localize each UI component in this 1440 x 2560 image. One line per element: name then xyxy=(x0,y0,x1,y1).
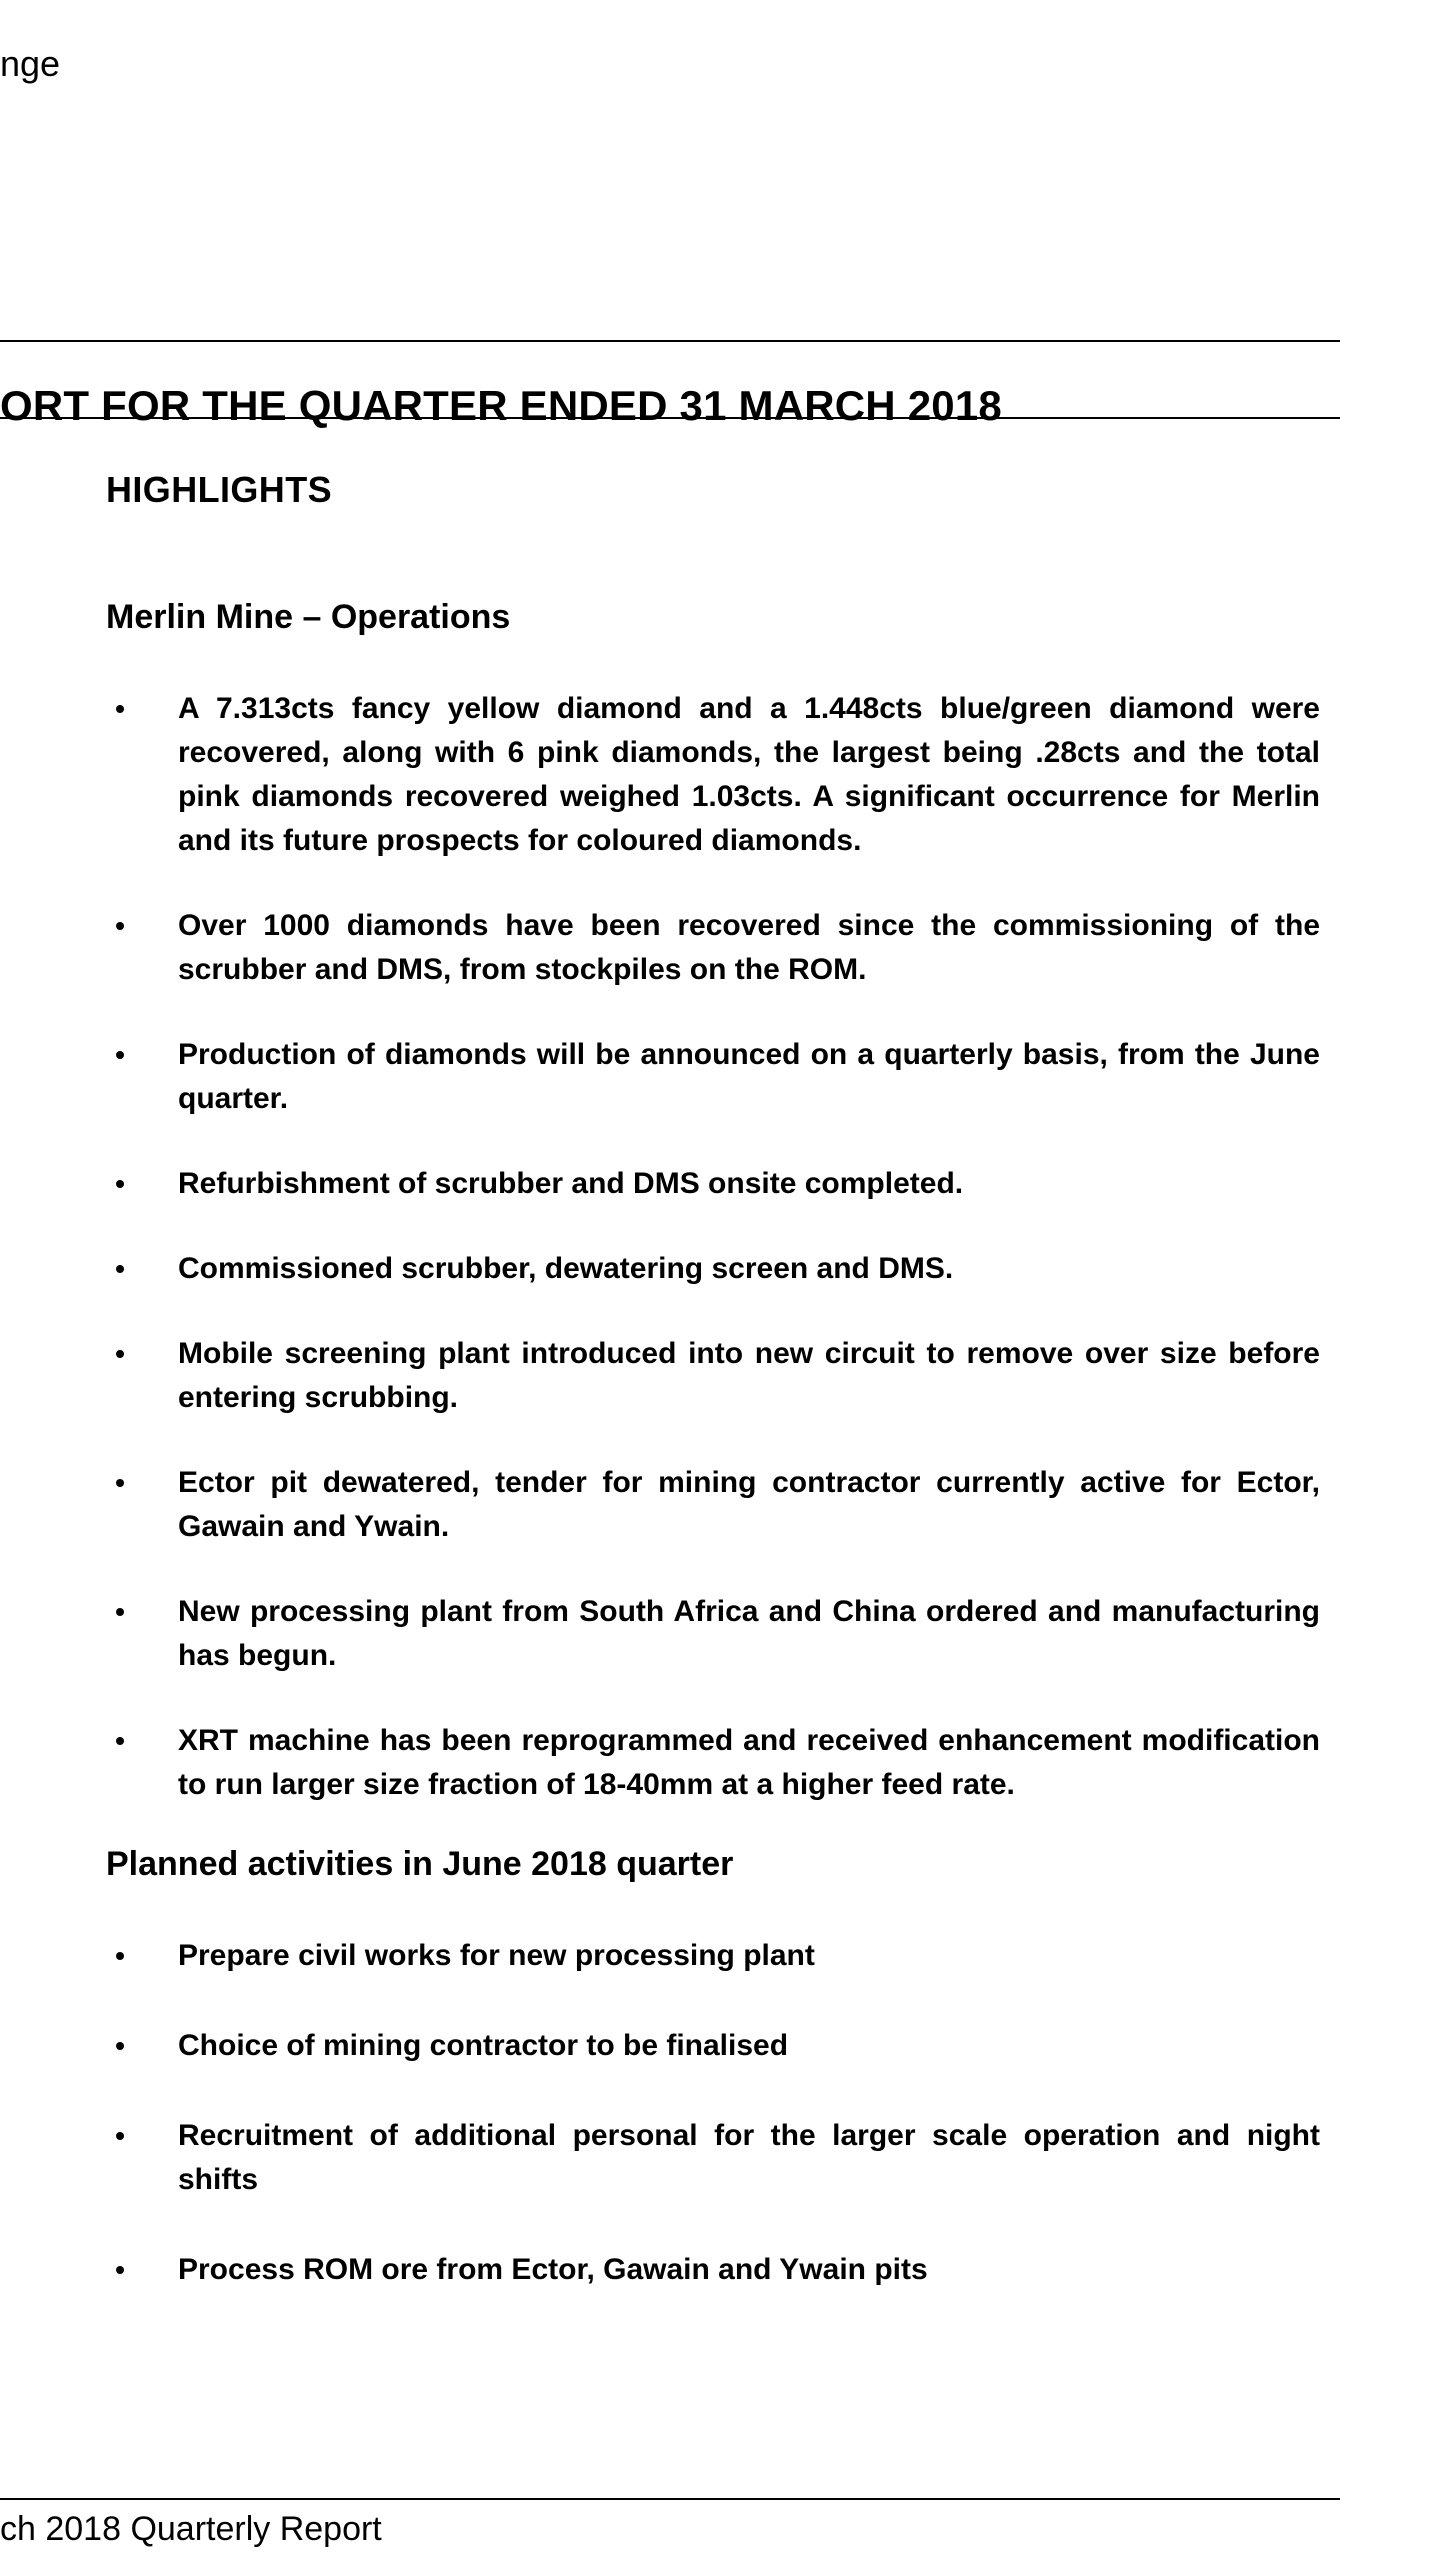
footer-report-label: ch 2018 Quarterly Report xyxy=(0,2510,382,2548)
list-item xyxy=(106,2248,1320,2292)
list-item-text: Recruitment of additional personal for the larger scale operation and night shifts xyxy=(178,2119,1320,2196)
list-item xyxy=(106,904,1320,992)
bullet-icon: • xyxy=(115,1168,125,1199)
title-top-rule xyxy=(0,340,1340,342)
list-item xyxy=(106,1590,1320,1678)
list-item xyxy=(106,1719,1320,1807)
bullet-icon: • xyxy=(115,1253,125,1284)
list-item xyxy=(106,1461,1320,1549)
list-item xyxy=(106,1332,1320,1420)
bullet-icon: • xyxy=(115,1039,125,1070)
list-item xyxy=(106,2114,1320,2202)
highlights-heading: HIGHLIGHTS xyxy=(106,469,332,510)
list-item xyxy=(106,687,1320,863)
highlights-list xyxy=(106,687,1320,1807)
list-item xyxy=(106,1162,1320,1206)
list-item-text: Choice of mining contractor to be finalised xyxy=(178,2029,789,2062)
title-bottom-rule xyxy=(0,417,1340,419)
bullet-icon: • xyxy=(115,1596,125,1627)
merlin-mine-operations-heading: Merlin Mine – Operations xyxy=(106,598,511,636)
list-item-text: New processing plant from South Africa and China ordered and manufacturing has begun. xyxy=(178,1595,1320,1672)
list-item-text: A 7.313cts fancy yellow diamond and a 1.448cts blue/green diamond were recovered, along with 6 pink diamonds, the largest being .28cts and the total pink diamonds recovered weighed 1.03cts. A significant occurrence for Merlin and its future prospects for coloured diamonds. xyxy=(178,692,1320,857)
list-item-text: Refurbishment of scrubber and DMS onsite completed. xyxy=(178,1167,964,1200)
bullet-icon: • xyxy=(115,1467,125,1498)
report-title: ORT FOR THE QUARTER ENDED 31 MARCH 2018 xyxy=(0,382,1002,430)
bullet-icon: • xyxy=(115,1338,125,1369)
bullet-icon: • xyxy=(115,910,125,941)
bullet-icon: • xyxy=(115,2120,125,2151)
list-item-text: Ector pit dewatered, tender for mining contractor currently active for Ector, Gawain and Ywain. xyxy=(178,1466,1320,1543)
bullet-icon: • xyxy=(115,2030,125,2061)
footer-rule xyxy=(0,2498,1340,2500)
list-item-text: Commissioned scrubber, dewatering screen and DMS. xyxy=(178,1252,954,1285)
bullet-icon: • xyxy=(115,693,125,724)
list-item xyxy=(106,1247,1320,1291)
planned-activities-list xyxy=(106,1934,1320,2292)
list-item-text: Mobile screening plant introduced into new circuit to remove over size before entering scrubbing. xyxy=(178,1337,1320,1414)
list-item xyxy=(106,1033,1320,1121)
list-item-text: Over 1000 diamonds have been recovered since the commissioning of the scrubber and DMS, from stockpiles on the ROM. xyxy=(178,909,1320,986)
list-item-text: XRT machine has been reprogrammed and received enhancement modification to run larger size fraction of 18-40mm at a higher feed rate. xyxy=(178,1724,1320,1801)
list-item xyxy=(106,1934,1320,1978)
list-item-text: Production of diamonds will be announced on a quarterly basis, from the June quarter. xyxy=(178,1038,1320,1115)
list-item-text: Prepare civil works for new processing plant xyxy=(178,1939,815,1972)
bullet-icon: • xyxy=(115,1725,125,1756)
report-body xyxy=(106,467,1320,2338)
cropped-header-text: nge xyxy=(0,43,61,84)
list-item-text: Process ROM ore from Ector, Gawain and Ywain pits xyxy=(178,2253,928,2286)
bullet-icon: • xyxy=(115,1940,125,1971)
planned-activities-heading: Planned activities in June 2018 quarter xyxy=(106,1845,734,1883)
list-item xyxy=(106,2024,1320,2068)
bullet-icon: • xyxy=(115,2254,125,2285)
